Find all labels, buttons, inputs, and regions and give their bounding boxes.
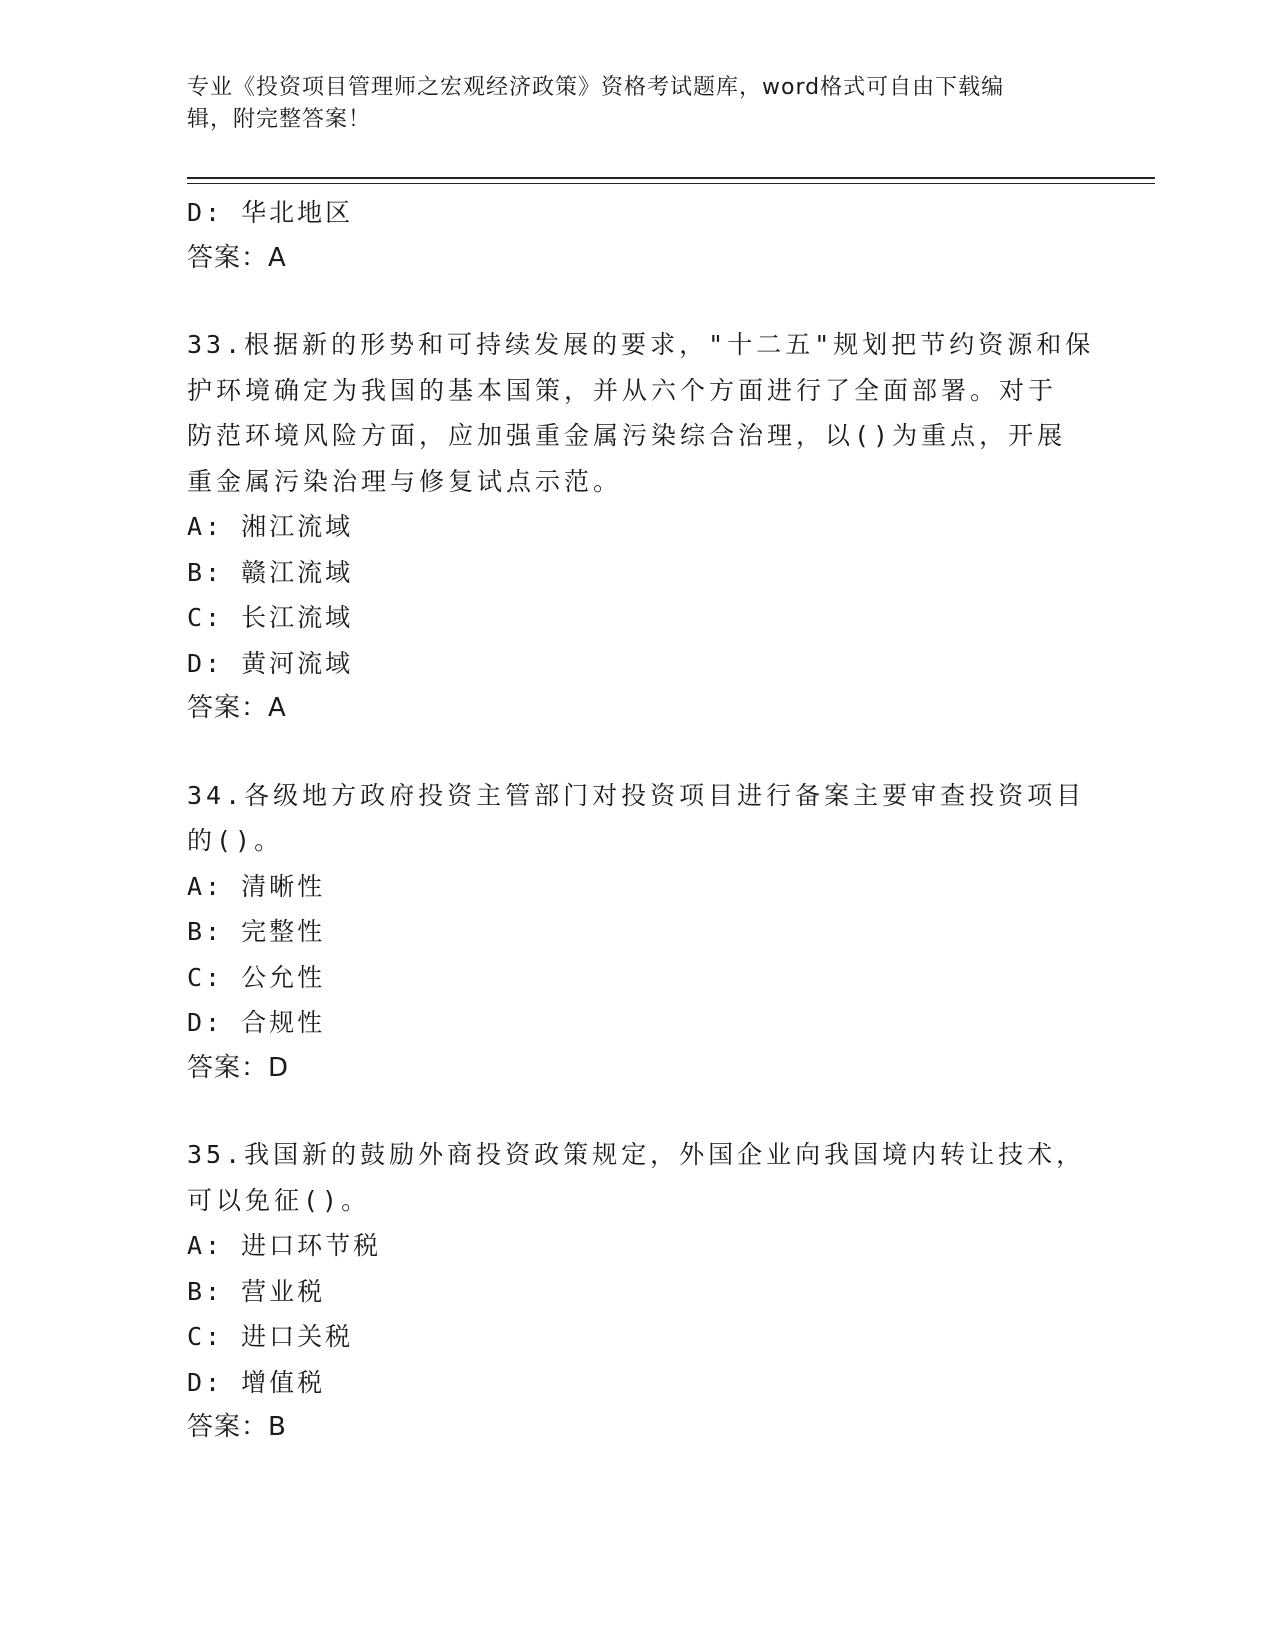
- option-c: C: 公允性: [187, 962, 326, 992]
- option-c: C: 长江流域: [187, 603, 354, 632]
- question-35: [187, 1132, 1086, 1223]
- answer-line: 答案：D: [187, 1052, 290, 1083]
- question-text-line: 35.我国新的鼓励外商投资政策规定，外国企业向我国境内转让技术，: [187, 1140, 1086, 1169]
- answer-line: 答案：B: [187, 1412, 287, 1442]
- header-rule-thick: [187, 177, 1155, 179]
- answer-line: 答案：A: [187, 693, 287, 723]
- question-text-line: 护环境确定为我国的基本国策，并从六个方面进行了全面部署。对于: [187, 375, 1058, 405]
- question-text-line: 33.根据新的形势和可持续发展的要求，"十二五"规划把节约资源和保: [187, 330, 1095, 359]
- question-text-line: 可以免征()。: [187, 1185, 371, 1215]
- question-text-line: 重金属污染治理与修复试点示范。: [187, 466, 623, 496]
- question-34: [187, 773, 1086, 864]
- option-d: D: 黄河流域: [187, 648, 354, 678]
- option-c: C: 进口关税: [187, 1322, 354, 1351]
- question-text-line: 的()。: [187, 826, 284, 855]
- option-a: A: 湘江流域: [187, 512, 354, 541]
- option-d: D: 华北地区: [187, 198, 354, 227]
- option-a: A: 清晰性: [187, 871, 326, 901]
- header-line-2: 辑，附完整答案！: [187, 107, 372, 132]
- question-text-line: 34.各级地方政府投资主管部门对投资项目进行备案主要审查投资项目: [187, 780, 1086, 810]
- previous-question-tail: [187, 190, 1067, 281]
- option-d: D: 增值税: [187, 1367, 326, 1397]
- option-b: B: 赣江流域: [187, 557, 354, 587]
- option-b: B: 完整性: [187, 917, 326, 946]
- document-content: [187, 190, 1095, 1451]
- option-d: D: 合规性: [187, 1008, 326, 1037]
- question-33: [187, 322, 1095, 504]
- header-rule-thin: [187, 183, 1155, 184]
- header-line-1: 专业《投资项目管理师之宏观经济政策》资格考试题库，word格式可自由下载编: [187, 75, 1005, 100]
- option-a: A: 进口环节税: [187, 1231, 382, 1260]
- option-b: B: 营业税: [187, 1276, 326, 1306]
- page-header: [187, 72, 1067, 136]
- answer-line: 答案：A: [187, 242, 287, 273]
- question-text-line: 防范环境风险方面，应加强重金属污染综合治理，以()为重点，开展: [187, 421, 1067, 450]
